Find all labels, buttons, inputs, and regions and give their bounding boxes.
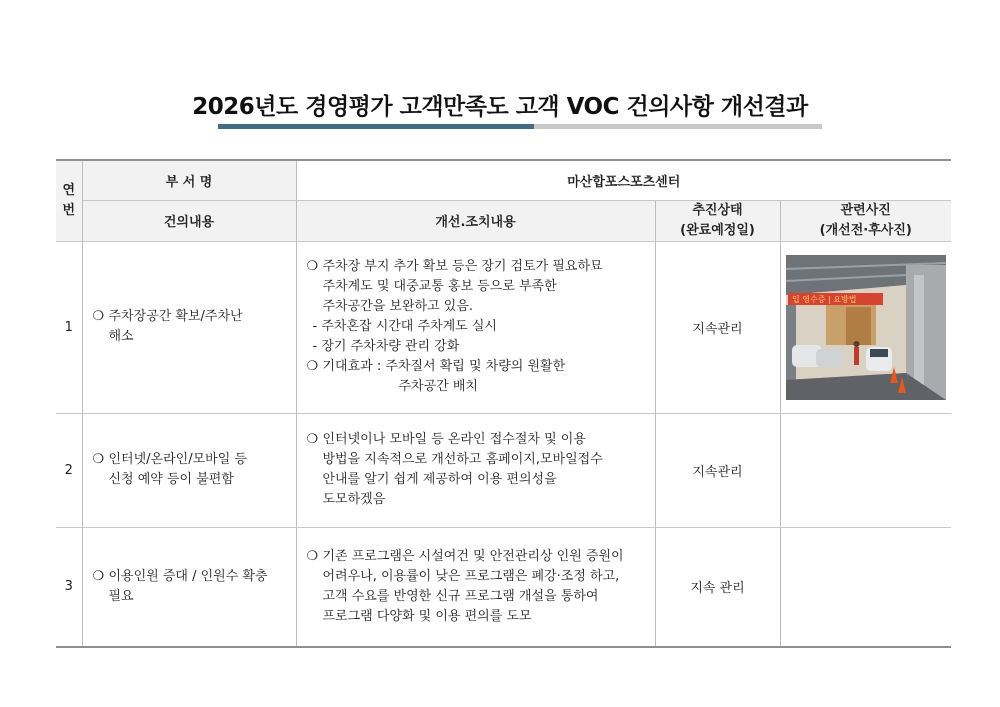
header-status-line1: 추진상태 <box>692 202 743 218</box>
request-text: 이용인원 증대 / 인원수 확충 <box>108 568 268 584</box>
table-row <box>56 241 951 413</box>
header-row-dept <box>56 160 951 200</box>
row-number: 1 <box>56 241 82 413</box>
photo-banner-text: 입 영수증 | 요방법 <box>791 294 857 304</box>
request-text: 해소 <box>108 329 134 344</box>
header-row-columns <box>56 200 951 241</box>
header-request: 건의내용 <box>82 200 296 241</box>
bullet-icon: ❍ <box>306 359 319 374</box>
action-subitem: - 주차혼잡 시간대 주차계도 실시 <box>312 319 497 334</box>
header-dept-value: 마산합포스포츠센터 <box>296 160 951 200</box>
header-status <box>655 200 780 241</box>
action-text: 어려우나, 이용률이 낮은 프로그램은 폐강·조정 하고, <box>322 568 620 584</box>
bullet-icon: ❍ <box>92 452 105 467</box>
action-text: 주차공간을 보완하고 있음. <box>322 299 474 314</box>
bullet-icon: ❍ <box>92 568 105 584</box>
header-photo-line2: (개선전·후사진) <box>819 222 912 238</box>
header-no-line2: 번 <box>62 202 76 218</box>
action-text: 도모하겠음 <box>322 492 386 507</box>
action-text: 주차장 부지 추가 확보 등은 장기 검토가 필요하묘 <box>322 259 603 274</box>
action-text: 기존 프로그램은 시설여건 및 안전관리상 인원 증원이 <box>322 548 624 564</box>
request-text: 주차장공간 확보/주차난 <box>108 309 243 324</box>
action-text: 고객 수요를 반영한 신규 프로그램 개설을 통하여 <box>322 588 599 604</box>
action-text: 안내를 알기 쉽게 제공하여 이용 편의성을 <box>322 472 557 487</box>
status-cell: 지속 관리 <box>655 527 780 647</box>
header-no <box>56 160 82 241</box>
request-cell <box>82 413 296 527</box>
action-cell <box>296 413 655 527</box>
parking-photo <box>786 255 946 400</box>
action-text: 프로그램 다양화 및 이용 편의를 도모 <box>322 608 532 624</box>
request-text: 필요 <box>108 588 134 604</box>
title-underline-gray <box>534 124 822 129</box>
request-cell <box>82 527 296 647</box>
photo-cell-empty <box>780 413 951 527</box>
row-number: 3 <box>56 527 82 647</box>
request-cell <box>82 241 296 413</box>
request-text: 신청 예약 등이 불편함 <box>108 472 234 487</box>
action-text: 주차공간 배치 <box>398 379 478 394</box>
bullet-icon: ❍ <box>306 548 319 564</box>
table-row <box>56 413 951 527</box>
title-underline-accent <box>218 124 534 129</box>
action-text: 기대효과 : 주차질서 확립 및 차량의 원활한 <box>322 359 566 374</box>
table-row <box>56 527 951 647</box>
action-text: 인터넷이나 모바일 등 온라인 접수절차 및 이용 <box>322 432 586 447</box>
status-cell: 지속관리 <box>655 241 780 413</box>
photo-cell <box>780 241 951 413</box>
voc-table <box>56 159 951 648</box>
page-title: 2026년도 경영평가 고객만족도 고객 VOC 건의사항 개선결과 <box>192 94 808 120</box>
action-subitem: - 장기 주차차량 관리 강화 <box>312 339 460 354</box>
bullet-icon: ❍ <box>92 309 105 324</box>
request-text: 인터넷/온라인/모바일 등 <box>108 452 247 467</box>
status-cell: 지속관리 <box>655 413 780 527</box>
action-text: 방법을 지속적으로 개선하고 홈페이지,모바일접수 <box>322 452 603 467</box>
row-number: 2 <box>56 413 82 527</box>
header-photo-line1: 관련사진 <box>840 202 891 218</box>
bullet-icon: ❍ <box>306 432 319 447</box>
action-cell <box>296 241 655 413</box>
header-status-line2: (완료예정일) <box>680 222 755 238</box>
action-cell <box>296 527 655 647</box>
header-action: 개선.조치내용 <box>296 200 655 241</box>
header-no-line1: 연 <box>62 182 76 198</box>
header-photo <box>780 200 951 241</box>
header-dept-label: 부 서 명 <box>82 160 296 200</box>
bullet-icon: ❍ <box>306 259 319 274</box>
photo-cell-empty <box>780 527 951 647</box>
action-text: 주차계도 및 대중교통 홍보 등으로 부족한 <box>322 279 557 294</box>
